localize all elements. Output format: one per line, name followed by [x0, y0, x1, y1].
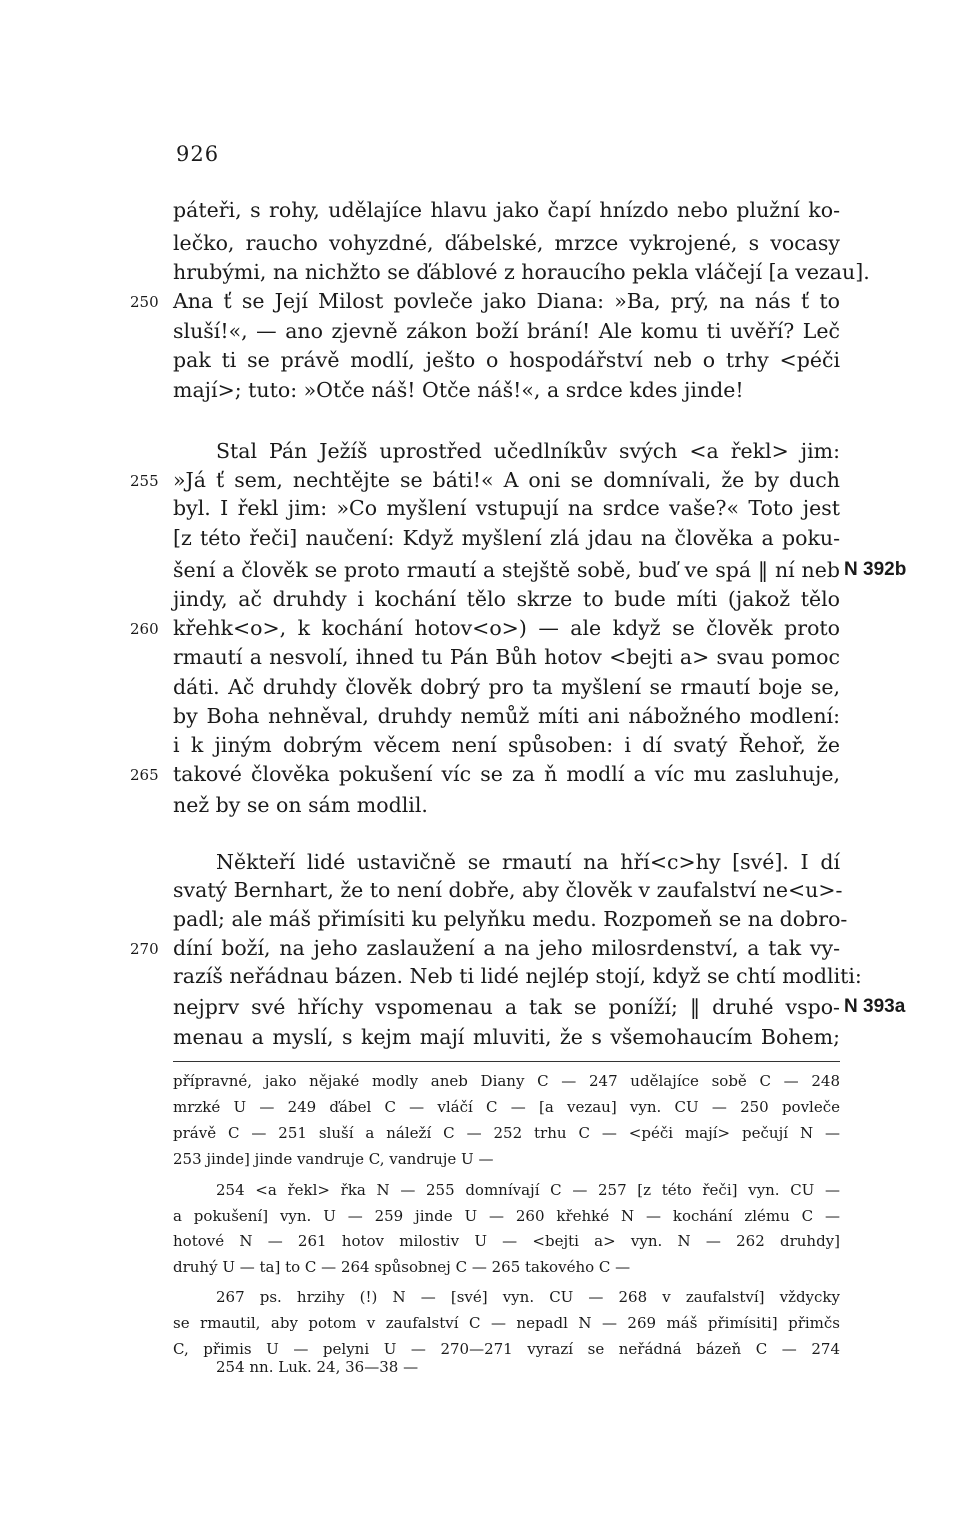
- apparatus-line: 254 <a řekl> řka N — 255 domnívají C — 257 [z této řeči] vyn. CU —: [216, 1181, 840, 1199]
- text-line: [z této řeči] naučení: Když myšlení zlá jdau na člověka a poku-: [173, 526, 840, 550]
- text-line: by Boha nehněval, druhdy nemůž míti ani nábožného modlení:: [173, 704, 840, 728]
- page-number: 926: [176, 142, 220, 166]
- text-line: lečko, raucho vohyzdné, ďábelské, mrzce vykrojené, s vocasy: [173, 231, 840, 255]
- line-number: 270: [130, 940, 159, 958]
- text-line: Ana ť se Její Milost povleče jako Diana: »Ba, prý, na nás ť to: [173, 289, 840, 313]
- text-line: i k jiným dobrým věcem není spůsoben: i dí svatý Řehoř, že: [173, 733, 840, 757]
- text-line: hrubými, na nichžto se ďáblové z horaucího pekla vláčejí [a vezau].: [173, 260, 870, 284]
- apparatus-line: 253 jinde] jinde vandruje C, vandruje U —: [173, 1150, 494, 1168]
- text-line: nejprv své hříchy vspomenau a tak se poníží; ‖ druhé vspo-: [173, 995, 840, 1019]
- text-line: než by se on sám modlil.: [173, 793, 428, 817]
- apparatus-line: a pokušení] vyn. U — 259 jinde U — 260 křehké N — kochání zlému C —: [173, 1207, 840, 1225]
- apparatus-line: se rmautil, aby potom v zaufalství C — nepadl N — 269 máš přimísiti] přimčs: [173, 1314, 840, 1332]
- apparatus-line: 267 ps. hrzihy (!) N — [své] vyn. CU — 268 v zaufalství] vždycky: [216, 1288, 840, 1306]
- line-number: 260: [130, 620, 159, 638]
- text-line: pak ti se právě modlí, ješto o hospodářství neb o trhy <péči: [173, 348, 840, 372]
- text-line: »Já ť sem, nechtějte se báti!« A oni se domnívali, že by duch: [173, 468, 840, 492]
- text-line: byl. I řekl jim: »Co myšlení vstupují na srdce vaše?« Toto jest: [173, 496, 840, 520]
- margin-folio-ref: N 393a: [844, 996, 906, 1017]
- line-number: 255: [130, 472, 159, 490]
- apparatus-line: C, přimis U — pelyni U — 270—271 vyrazí se neřádná bázeň C — 274: [173, 1340, 840, 1358]
- text-line: Stal Pán Ježíš uprostřed učedlníkův svých <a řekl> jim:: [216, 439, 840, 463]
- apparatus-line: právě C — 251 sluší a náleží C — 252 trhu C — <péči mají> pečují N —: [173, 1124, 840, 1142]
- text-line: šení a člověk se proto rmautí a stejště sobě, buď ve spá ‖ ní neb: [173, 558, 840, 582]
- text-line: padl; ale máš přimísiti ku pelyňku medu. Rozpomeň se na dobro-: [173, 907, 848, 931]
- margin-folio-ref: N 392b: [844, 559, 907, 580]
- text-line: razíš neřádnau bázen. Neb ti lidé nejlép stojí, když se chtí modliti:: [173, 964, 862, 988]
- text-line: takové člověka pokušení víc se za ň modlí a víc mu zasluhuje,: [173, 762, 840, 786]
- apparatus-line: hotové N — 261 hotov milostiv U — <bejti a> vyn. N — 262 druhdy]: [173, 1232, 840, 1250]
- text-line: jindy, ač druhdy i kochání tělo skrze to bude míti (jakož tělo: [173, 587, 840, 611]
- text-line: sluší!«, — ano zjevně zákon boží brání! Ale komu ti uvěří? Leč: [173, 319, 840, 343]
- text-line: menau a myslí, s kejm mají mluviti, že s všemohaucím Bohem;: [173, 1025, 840, 1049]
- text-line: dáti. Ač druhdy člověk dobrý pro ta myšlení se rmautí boje se,: [173, 675, 840, 699]
- apparatus-line: přípravné, jako nějaké modly aneb Diany C — 247 udělajíce sobě C — 248: [173, 1072, 840, 1090]
- source-note: 254 nn. Luk. 24, 36—38 —: [216, 1358, 419, 1376]
- text-line: rmautí a nesvolí, ihned tu Pán Bůh hotov <bejti a> svau pomoc: [173, 645, 840, 669]
- line-number: 265: [130, 766, 159, 784]
- text-line: křehk<o>, k kochání hotov<o>) — ale když se člověk proto: [173, 616, 840, 640]
- apparatus-line: druhý U — ta] to C — 264 spůsobnej C — 265 takového C —: [173, 1258, 631, 1276]
- apparatus-line: mrzké U — 249 ďábel C — vláčí C — [a vezau] vyn. CU — 250 povleče: [173, 1098, 840, 1116]
- text-line: svatý Bernhart, že to není dobře, aby člověk v zaufalství ne<u>-: [173, 878, 843, 902]
- text-line: mají>; tuto: »Otče náš! Otče náš!«, a srdce kdes jinde!: [173, 378, 744, 402]
- text-line: Někteří lidé ustavičně se rmautí na hří<c>hy [své]. I dí: [216, 850, 840, 874]
- text-line: páteři, s rohy, udělajíce hlavu jako čapí hnízdo nebo plužní ko-: [173, 198, 840, 222]
- line-number: 250: [130, 293, 159, 311]
- text-line: díní boží, na jeho zaslaužení a na jeho milosrdenství, a tak vy-: [173, 936, 840, 960]
- apparatus-divider: [173, 1061, 840, 1062]
